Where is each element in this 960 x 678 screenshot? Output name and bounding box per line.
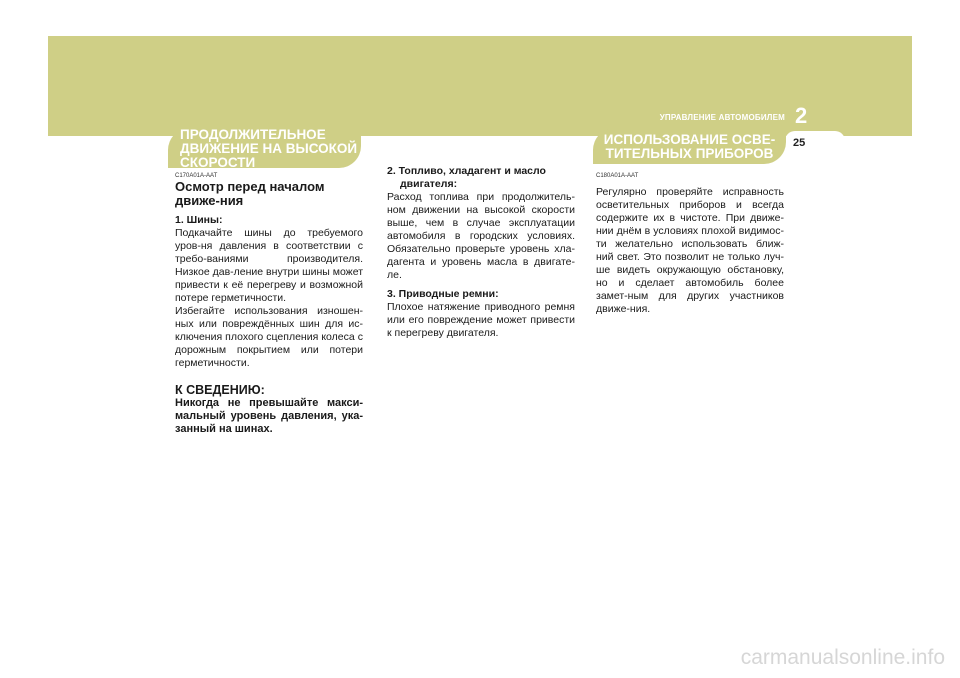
right-column xyxy=(596,172,784,316)
left-column xyxy=(175,172,363,436)
item-body: Избегайте использования изношен-ных или повреждённых шин для ис-ключения плохого сцепления колеса с дорожным покрытием или потери герметичности. xyxy=(175,305,363,369)
heading-line: ТИТЕЛЬНЫХ ПРИБОРОВ xyxy=(605,146,774,161)
heading-line: СКОРОСТИ xyxy=(180,155,256,170)
section-title: Осмотр перед началом движе-ния xyxy=(175,179,325,208)
section-code: C180A01A-AAT xyxy=(596,173,639,179)
item-title: 3. Приводные ремни: xyxy=(387,288,499,300)
section-code: C170A01A-AAT xyxy=(175,173,218,179)
warning-title: К СВЕДЕНИЮ: xyxy=(175,383,265,397)
middle-column xyxy=(387,165,575,340)
item-body: Подкачайте шины до требуемого уров-ня давления в соответствии с требо-ваниями производителя. Низкое дав-ление внутри шины может привести к её перегреву и возможной потере герметичности. xyxy=(175,227,363,304)
heading-line: ДВИЖЕНИЕ НА ВЫСОКОЙ xyxy=(180,141,358,156)
heading-line: ПРОДОЛЖИТЕЛЬНОЕ xyxy=(180,127,326,142)
heading-line: ИСПОЛЬЗОВАНИЕ ОСВЕ- xyxy=(603,132,776,147)
section-heading-right xyxy=(593,128,786,164)
item-title-continued: двигателя: xyxy=(400,178,458,190)
item-body: Плохое натяжение приводного ремня или его повреждение может привести к перегреву двигателя. xyxy=(387,301,575,339)
page-number: 25 xyxy=(793,137,806,149)
item-title: 1. Шины: xyxy=(175,214,223,226)
watermark: carmanualsonline.info xyxy=(740,646,945,669)
item-title: 2. Топливо, хладагент и масло xyxy=(387,165,546,177)
chapter-title: УПРАВЛЕНИЕ АВТОМОБИЛЕМ xyxy=(659,113,785,122)
warning-body: Никогда не превышайте макси-мальный уровень давления, ука-занный на шинах. xyxy=(175,397,363,435)
item-body: Расход топлива при продолжитель-ном движении на высокой скорости выше, чем в случае эксплуатации автомобиля в городских условиях. Обязательно проверьте уровень хла-дагента и уровень масла в двигате-ле. xyxy=(387,191,575,281)
chapter-number: 2 xyxy=(795,103,808,128)
section-heading-left xyxy=(168,128,361,168)
section-body: Регулярно проверяйте исправность осветительных приборов и всегда содержите их в чистоте. При движе-нии днём в условиях плохой видимос-ти желательно использовать ближ-ний свет. Это позволит не только луч-ше видеть окружающую обстановку, но и сделает автомобиль более замет-ным для других участников движе-ния. xyxy=(596,186,784,315)
